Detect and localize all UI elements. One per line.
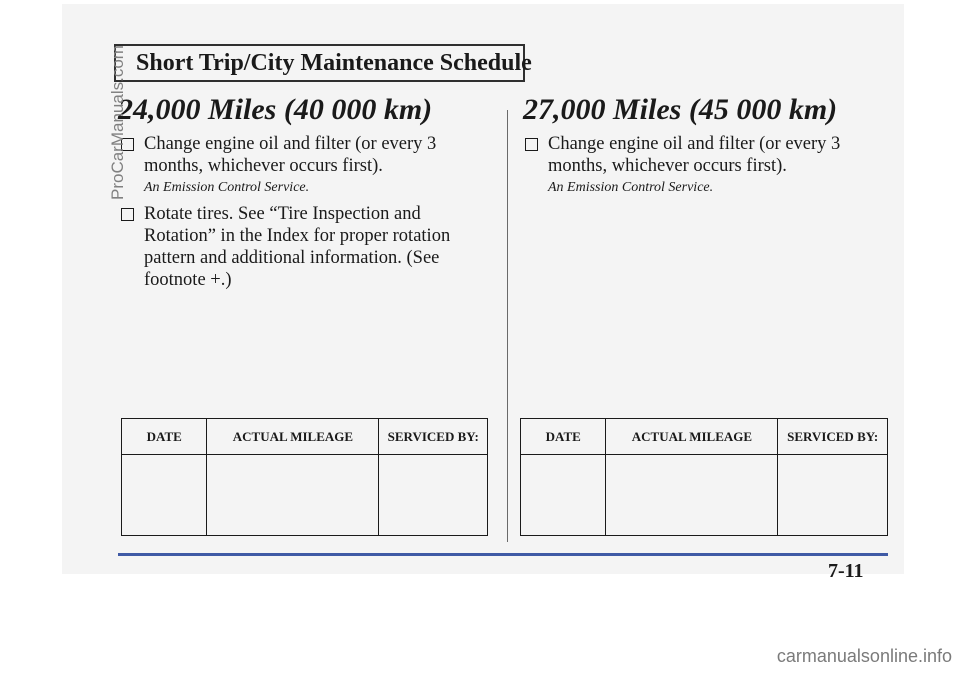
sidebar-watermark-text: ProCarManuals.com xyxy=(108,45,127,200)
bottom-watermark: carmanualsonline.info xyxy=(776,646,952,666)
left-emission-note: An Emission Control Service. xyxy=(144,180,310,195)
serviced-by-header: SERVICED BY: xyxy=(379,419,488,455)
serviced-by-cell[interactable] xyxy=(778,455,888,536)
mileage-cell[interactable] xyxy=(606,455,778,536)
serviced-by-header: SERVICED BY: xyxy=(778,419,888,455)
right-service-record-table xyxy=(520,418,888,536)
right-mileage-title: 27,000 Miles (45 000 km) xyxy=(523,93,838,126)
column-divider xyxy=(507,110,508,542)
left-service-record-table xyxy=(121,418,488,536)
date-header: DATE xyxy=(122,419,207,455)
item-text: Change engine oil and filter (or every 3 months, whichever occurs first). xyxy=(548,134,841,176)
actual-mileage-header: ACTUAL MILEAGE xyxy=(606,419,778,455)
mileage-cell[interactable] xyxy=(207,455,379,536)
section-title: Short Trip/City Maintenance Schedule xyxy=(136,50,532,76)
actual-mileage-header: ACTUAL MILEAGE xyxy=(207,419,379,455)
date-cell[interactable] xyxy=(521,455,606,536)
item-text: Rotate tires. See “Tire Inspection and Rotation” in the Index for proper rotation pattern and additional information. (See footnote +.) xyxy=(144,204,451,290)
checkbox-icon[interactable] xyxy=(121,208,134,221)
section-header xyxy=(114,44,532,82)
item-text: Change engine oil and filter (or every 3 months, whichever occurs first). xyxy=(144,134,437,176)
date-cell[interactable] xyxy=(122,455,207,536)
footer-rule xyxy=(118,553,888,556)
left-item-oil xyxy=(121,133,451,177)
page-number: 7-11 xyxy=(828,560,864,582)
serviced-by-cell[interactable] xyxy=(379,455,488,536)
checkbox-icon[interactable] xyxy=(525,138,538,151)
right-emission-note: An Emission Control Service. xyxy=(548,180,714,195)
left-mileage-title: 24,000 Miles (40 000 km) xyxy=(118,93,433,126)
left-item-tires xyxy=(121,203,477,291)
date-header: DATE xyxy=(521,419,606,455)
right-item-oil xyxy=(525,133,860,177)
